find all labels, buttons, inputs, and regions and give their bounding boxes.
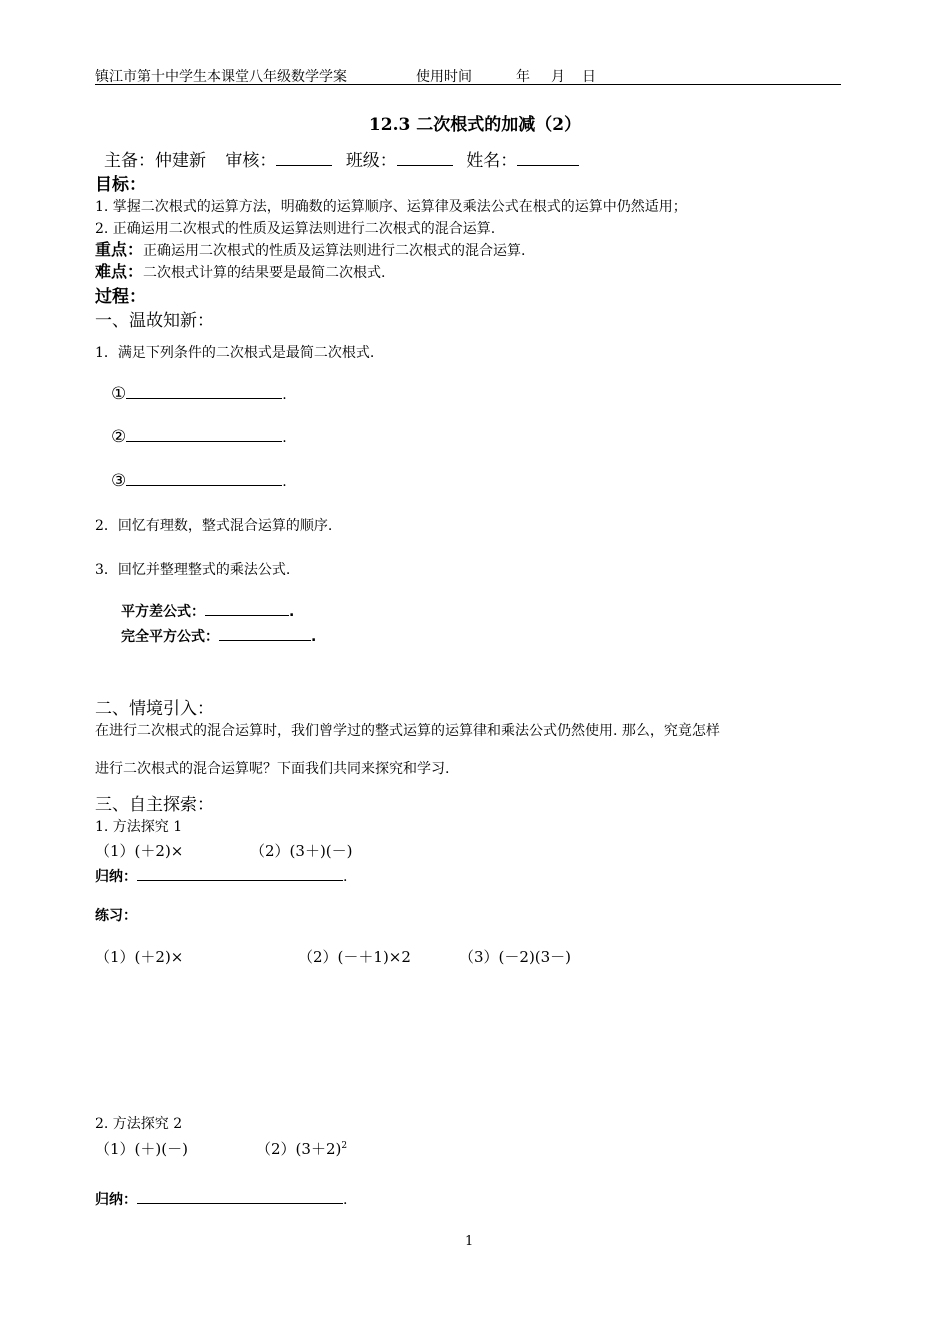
- formula1-dot: .: [289, 604, 295, 620]
- condition-3: [111, 471, 287, 491]
- condition-1-blank: [126, 397, 282, 399]
- section3-heading: 三、自主探索：: [95, 795, 214, 815]
- method1-question-2: （2）(3＋)(－): [250, 842, 353, 860]
- practice-question-2: （2）(－＋1)×2: [298, 948, 411, 966]
- section1-q3: 3．回忆并整理整式的乘法公式.: [95, 562, 291, 578]
- condition-2-dot: .: [282, 430, 287, 446]
- formula-perfect-square: [121, 626, 316, 646]
- header-use-time: 使用时间: [416, 69, 472, 85]
- condition-2: [111, 427, 287, 447]
- difficulty: [95, 259, 385, 282]
- summary-1-dot: .: [343, 869, 348, 885]
- key-point: [95, 237, 525, 260]
- summary-2-dot: .: [343, 1192, 348, 1208]
- formula2-dot: .: [311, 629, 317, 645]
- difficulty-label: 难点：: [95, 262, 144, 281]
- page-title: 12.3 二次根式的加减（2）: [368, 115, 582, 135]
- condition-1-dot: .: [282, 387, 287, 403]
- name-label: 姓名：: [466, 151, 518, 171]
- goal-item-1: 1. 掌握二次根式的运算方法，明确数的运算顺序、运算律及乘法公式在根式的运算中仍然适用；: [95, 199, 687, 215]
- condition-1: [111, 384, 287, 404]
- summary-2: [95, 1189, 347, 1209]
- class-blank: [397, 164, 453, 166]
- practice-question-1: （1）(＋2)×: [95, 948, 184, 966]
- author-line: [104, 146, 579, 171]
- formula1-blank: [205, 614, 289, 616]
- condition-3-blank: [126, 484, 282, 486]
- section2-line1: 在进行二次根式的混合运算时，我们曾学过的整式运算的运算律和乘法公式仍然使用. 那么，究竟怎样: [95, 723, 720, 739]
- circle-number-1: ①: [111, 384, 127, 404]
- condition-3-dot: .: [282, 474, 287, 490]
- difficulty-text: 二次根式计算的结果要是最简二次根式.: [143, 265, 386, 281]
- reviewer-blank: [276, 164, 332, 166]
- method2-heading: 2. 方法探究 2: [95, 1116, 183, 1132]
- goals-heading: 目标：: [95, 175, 146, 195]
- circle-number-2: ②: [111, 427, 127, 447]
- method1-question-1: （1）(＋2)×: [95, 842, 184, 860]
- main-author: 主备：仲建新: [104, 151, 206, 171]
- header-year: 年: [516, 69, 530, 85]
- condition-2-blank: [126, 440, 282, 442]
- summary-2-blank: [137, 1202, 343, 1204]
- header-school: 镇江市第十中学生本课堂八年级数学学案: [95, 69, 347, 85]
- summary-1-blank: [137, 879, 343, 881]
- method2-question-1: （1）(＋)(－): [95, 1140, 188, 1158]
- section1-heading: 一、温故知新：: [95, 311, 214, 331]
- class-label: 班级：: [345, 151, 397, 171]
- header-day: 日: [582, 69, 596, 85]
- goal-item-2: 2. 正确运用二次根式的性质及运算法则进行二次根式的混合运算.: [95, 221, 496, 237]
- section1-q2: 2．回忆有理数，整式混合运算的顺序.: [95, 518, 333, 534]
- page-number: 1: [465, 1234, 474, 1249]
- key-point-label: 重点：: [95, 240, 144, 259]
- section1-q1: 1．满足下列条件的二次根式是最简二次根式.: [95, 345, 375, 361]
- formula2-label: 完全平方公式：: [121, 629, 219, 645]
- summary-1: [95, 866, 347, 886]
- formula-difference-of-squares: [121, 601, 294, 621]
- summary-1-label: 归纳：: [95, 869, 137, 885]
- summary-2-label: 归纳：: [95, 1192, 137, 1208]
- header-month: 月: [551, 69, 565, 85]
- section2-heading: 二、情境引入：: [95, 699, 214, 719]
- method2-question-2-exponent: 2: [341, 1141, 348, 1151]
- practice-question-3: （3）(－2)(3－): [459, 948, 572, 966]
- formula1-label: 平方差公式：: [121, 604, 205, 620]
- formula2-blank: [219, 639, 311, 641]
- section2-line2: 进行二次根式的混合运算呢？下面我们共同来探究和学习.: [95, 761, 450, 777]
- method1-heading: 1. 方法探究 1: [95, 819, 183, 835]
- key-point-text: 正确运用二次根式的性质及运算法则进行二次根式的混合运算.: [143, 243, 526, 259]
- header-rule: [95, 84, 841, 85]
- circle-number-3: ③: [111, 471, 127, 491]
- practice-heading: 练习：: [95, 908, 137, 924]
- process-heading: 过程：: [95, 287, 146, 307]
- name-blank: [517, 164, 579, 166]
- method2-question-2: [256, 1138, 347, 1159]
- method2-question-2-text: （2）(3＋2): [256, 1140, 342, 1158]
- reviewer-label: 审核：: [225, 151, 277, 171]
